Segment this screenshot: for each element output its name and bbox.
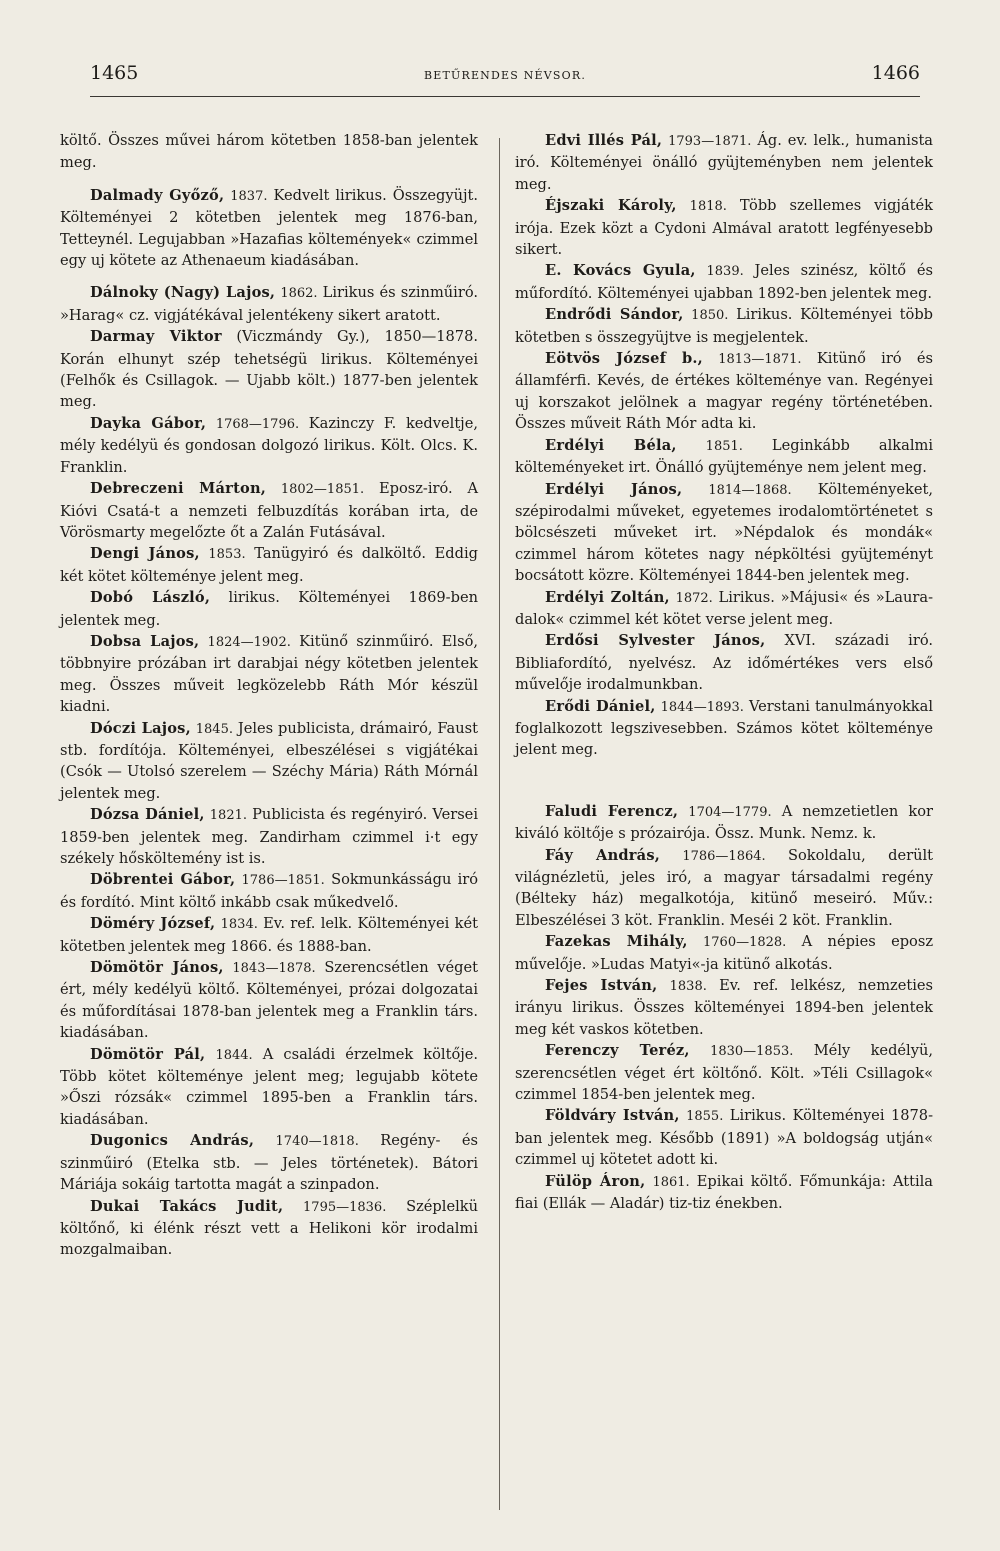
dictionary-entry: [515, 696, 933, 761]
entry-text: Kazinczy F. kedveltje, mély kedélyü és gondosan dolgozó lirikus. Költ. Olcs. K. Franklin.: [60, 414, 478, 476]
entry-headword: Dobó László,: [90, 589, 211, 607]
dictionary-entry: [515, 931, 933, 975]
entry-headword: Endrődi Sándor,: [545, 306, 684, 324]
entry-headword: Fejes István,: [545, 977, 658, 995]
dictionary-entry: [60, 413, 478, 478]
entry-text: Ev. ref. lelkész, nemzeties irányu lirikus. Összes költeményei 1894-ben jelentek meg két vaskos kötetben.: [515, 977, 934, 1038]
entry-headword: Dengi János,: [90, 545, 200, 563]
entry-text: Verstani tanulmányokkal foglalkozott legszivesebben. Számos kötet költeménye jelent meg.: [515, 697, 933, 759]
entry-headword: Ferenczy Teréz,: [545, 1042, 690, 1060]
dictionary-entry: [60, 478, 478, 543]
entry-headword: Erdélyi Béla,: [545, 436, 677, 454]
entry-dates: 1851.: [705, 438, 743, 454]
entry-headword: Dukai Takács Judit,: [90, 1197, 284, 1215]
dictionary-entry: [60, 957, 478, 1044]
entry-headword: Dobsa Lajos,: [90, 632, 200, 650]
entry-text: Sokmunkásságu iró és fordító. Mint költő inkább csak műkedvelő.: [60, 871, 479, 911]
dictionary-entry: [515, 587, 933, 631]
entry-headword: Erődi Dániel,: [545, 697, 656, 715]
entry-dates: 1834.: [220, 917, 258, 933]
entry-text: A nemzetietlen kor kiváló költője s prózairója. Össz. Munk. Nemz. k.: [515, 802, 934, 843]
dictionary-entry: [515, 975, 933, 1040]
entry-dates: 1853.: [208, 547, 246, 563]
entry-text: Jeles szinész, költő és műfordító. Költeményei ujabban 1892-ben jelentek meg.: [515, 262, 934, 302]
dictionary-entry: [515, 1105, 933, 1170]
dictionary-entry: [515, 630, 933, 695]
entry-text: Lirikus. Költeményei 1878-ban jelentek meg. Később (1891) »A boldogság utján« czimmel uj kötetet adott ki.: [515, 1107, 934, 1169]
entry-headword: Fazekas Mihály,: [545, 933, 688, 951]
entry-text: Kitünő iró és államférfi. Kevés, de értékes költeménye van. Regényei uj korszakot jelölnek a magyar regény történetében. Összes műveit Ráth Mór adta ki.: [515, 350, 934, 433]
entry-text: Kedvelt lirikus. Összegyüjt. Költeményei 2 kötetben jelentek meg 1876-ban, Tetteynél. Legujabban »Hazafias költemények« czimmel egy uj kötete az Athenaeum kiadásában.: [60, 186, 479, 270]
entry-text: Regény- és szinműiró (Etelka stb. — Jeles történetek). Bátori Máriája sokáig tartotta magát a szinpadon.: [60, 1132, 478, 1194]
dictionary-entry: [60, 1196, 478, 1261]
entry-dates: 1850.: [691, 308, 729, 324]
dictionary-entry: költő. Összes művei három kötetben 1858-ban jelentek meg.: [60, 132, 478, 172]
entry-text: A népies eposz művelője. »Ludas Matyi«-ja kitünő alkotás.: [515, 933, 934, 973]
entry-headword: Dálnoky (Nagy) Lajos,: [90, 284, 276, 302]
entry-headword: Dózsa Dániel,: [90, 806, 205, 824]
dictionary-entry: [60, 326, 478, 413]
running-title: BETŰRENDES NÉVSOR.: [423, 69, 587, 82]
entry-text: A családi érzelmek költője. Több kötet költeménye jelent meg; legujabb kötete »Őszi rózsák« czimmel 1895-ben a Franklin társ. kiadásában.: [60, 1045, 479, 1128]
entry-dates: 1802—1851.: [280, 482, 365, 498]
left-column: [60, 130, 478, 1261]
entry-dates: 1813—1871.: [718, 352, 802, 368]
entry-text: Széplelkü költőnő, ki élénk részt vett a Helikoni kör irodalmi mozgalmaiban.: [60, 1197, 478, 1259]
entry-headword: Döméry József,: [90, 915, 216, 933]
entry-headword: Erdélyi Zoltán,: [545, 588, 670, 606]
entry-dates: 1845.: [195, 721, 233, 737]
entry-dates: 1862.: [280, 286, 318, 302]
page-header: [90, 62, 920, 97]
entry-headword: Dömötör Pál,: [90, 1045, 206, 1063]
entry-dates: 1793—1871.: [668, 134, 752, 149]
dictionary-entry: [60, 282, 478, 326]
entry-text: Szerencsétlen véget ért, mély kedélyü költő. Költeményei, prózai dolgozatai és műfordításai 1878-ban jelentek meg a Franklin társ. kiadásában.: [60, 959, 479, 1042]
dictionary-entry: [515, 479, 933, 587]
dictionary-entry: [515, 348, 933, 435]
right-page-number: 1466: [871, 62, 920, 84]
entry-headword: Edvi Illés Pál,: [545, 132, 663, 149]
entry-dates: 1786—1864.: [682, 848, 766, 864]
entry-text: Költeményeket, szépirodalmi műveket, egyetemes irodalomtörténetet s bölcsészeti műveket irt. »Népdalok és mondák« czimmel három kötetes nagy népköltési gyüjteményt bocsátott közre. Költeményei 1844-ben jelentek meg.: [515, 480, 934, 585]
entry-dates: 1839.: [706, 264, 744, 280]
entry-text: Sokoldalu, derült világnézletü, jeles iró, a magyar társadalmi regény (Bélteky ház) megalkotója, kitünő meseiró. Műv.: Elbeszélései 3 köt. Franklin. Meséi 2 köt. Franklin.: [515, 846, 933, 929]
entry-dates: 1786—1851.: [241, 873, 325, 889]
dictionary-entry: [515, 801, 933, 845]
entry-dates: 1837.: [230, 188, 268, 204]
dictionary-entry: [60, 804, 478, 869]
dictionary-entry: [60, 1044, 478, 1131]
entry-headword: Földváry István,: [545, 1107, 680, 1125]
dictionary-entry: [515, 304, 933, 348]
section-gap: [515, 761, 933, 801]
entry-dates: 1830—1853.: [710, 1044, 794, 1060]
dictionary-entry: [515, 260, 933, 304]
entry-headword: Dayka Gábor,: [90, 414, 207, 432]
entry-dates: 1795—1836.: [303, 1199, 387, 1215]
entry-dates: 1844.: [215, 1047, 253, 1063]
entry-dates: 1740—1818.: [275, 1134, 359, 1150]
entry-dates: 1814—1868.: [708, 482, 792, 498]
entry-text: Publicista és regényiró. Versei 1859-ben jelentek meg. Zandirham czimmel i·t egy székely hősköltemény ist is.: [60, 806, 478, 867]
dictionary-entry: [515, 435, 933, 479]
entry-dates: 1768—1796.: [215, 416, 300, 432]
dictionary-entry: [60, 631, 478, 718]
entry-dates: 1818.: [689, 199, 727, 215]
entry-headword: Dömötör János,: [90, 959, 224, 977]
entry-headword: Fáy András,: [545, 846, 661, 864]
entry-dates: 1821.: [209, 808, 247, 824]
entry-text: XVI. századi iró. Bibliafordító, nyelvész. Az időmértékes vers első művelője irodalmunkban.: [515, 632, 933, 694]
entry-dates: 1844—1893.: [660, 699, 744, 715]
entry-headword: Darmay Viktor: [90, 328, 222, 346]
dictionary-entry: [60, 718, 478, 805]
entry-headword: Erdősi Sylvester János,: [545, 632, 766, 650]
dictionary-entry: [60, 1130, 478, 1195]
dictionary-entry: [515, 1171, 933, 1215]
entry-headword: Faludi Ferencz,: [545, 802, 679, 820]
entry-headword: Dalmady Győző,: [90, 186, 225, 204]
entry-dates: 1704—1779.: [688, 804, 772, 820]
entry-headword: Éjszaki Károly,: [545, 197, 677, 215]
entry-text: Eposz-iró. A Kióvi Csatá-t a nemzeti felbuzdítás korában irta, de Vörösmarty megelőzte őt a Zalán Futásával.: [60, 480, 478, 541]
entry-dates: 1855.: [686, 1109, 724, 1125]
entry-headword: Dugonics András,: [90, 1132, 255, 1150]
entry-dates: 1760—1828.: [703, 935, 787, 951]
entry-text: Több szellemes vigjáték irója. Ezek közt a Cydoni Almával aratott legfényesebb sikert.: [515, 197, 934, 259]
entry-dates: 1838.: [669, 979, 707, 995]
entry-dates: 1824—1902.: [207, 634, 291, 650]
dictionary-entry: [60, 869, 478, 913]
column-divider: [499, 138, 500, 1510]
entry-text: Tanügyiró és dalköltő. Eddig két kötet költeménye jelent meg.: [60, 545, 478, 585]
dictionary-entry: [60, 913, 478, 957]
dictionary-entry: [515, 1040, 933, 1105]
entry-text: Lirikus. »Májusi« és »Laura-dalok« czimmel két kötet verse jelent meg.: [515, 588, 934, 628]
entry-dates: 1861.: [652, 1174, 690, 1190]
entry-headword: Dóczi Lajos,: [90, 719, 191, 737]
entry-text: (Viczmándy Gy.), 1850—1878. Korán elhunyt szép tehetségü lirikus. Költeményei (Felhők és Csillagok. — Ujabb költ.) 1877-ben jelentek meg.: [60, 328, 479, 411]
entry-text: Jeles publicista, drámairó, Faust stb. fordítója. Költeményei, elbeszélései s vigjátékai (Csók — Utolsó szerelem — Széchy Mária) Ráth Mórnál jelentek meg.: [60, 719, 478, 802]
entry-headword: Eötvös József b.,: [545, 350, 703, 368]
entry-headword: Döbrentei Gábor,: [90, 871, 236, 889]
entry-text: Mély kedélyü, szerencsétlen véget ért költőnő. Költ. »Téli Csillagok« czimmel 1854-ben jelentek meg.: [515, 1042, 933, 1104]
dictionary-entry: [515, 130, 933, 195]
entry-dates: 1843—1878.: [232, 961, 316, 977]
dictionary-entry: [60, 587, 478, 631]
entry-headword: Erdélyi János,: [545, 480, 683, 498]
right-column: [515, 130, 933, 1215]
dictionary-entry: [60, 185, 478, 272]
entry-text: Epikai költő. Főmunkája: Attila fiai (Ellák — Aladár) tiz-tiz énekben.: [515, 1172, 933, 1213]
entry-text: Kitünő szinműiró. Első, többnyire prózában irt darabjai négy kötetben jelentek meg. Összes műveit legközelebb Ráth Mór készül kiadni.: [60, 632, 479, 716]
entry-headword: Fülöp Áron,: [545, 1172, 646, 1190]
entry-text: Leginkább alkalmi költeményeket irt. Önálló gyüjteménye nem jelent meg.: [515, 436, 933, 477]
dictionary-entry: [515, 195, 933, 260]
dictionary-entry: [515, 845, 933, 932]
entry-text: Lirikus. Költeményei több kötetben s összegyüjtve is megjelentek.: [515, 306, 934, 346]
entry-text: Ev. ref. lelk. Költeményei két kötetben jelentek meg 1866. és 1888-ban.: [60, 915, 479, 955]
entry-headword: E. Kovács Gyula,: [545, 262, 696, 280]
entry-headword: Debreczeni Márton,: [90, 480, 267, 498]
entry-text: lirikus. Költeményei 1869-ben jelentek meg.: [60, 589, 478, 629]
entry-text: Ág. ev. lelk., humanista iró. Költeményei önálló gyüjteményben nem jelentek meg.: [515, 132, 934, 193]
entry-dates: 1872.: [675, 590, 713, 606]
left-page-number: 1465: [90, 62, 139, 84]
dictionary-entry: [60, 543, 478, 587]
entry-text: Lirikus és szinműiró. »Harag« cz. vigjátékával jelentékeny sikert aratott.: [60, 284, 478, 324]
